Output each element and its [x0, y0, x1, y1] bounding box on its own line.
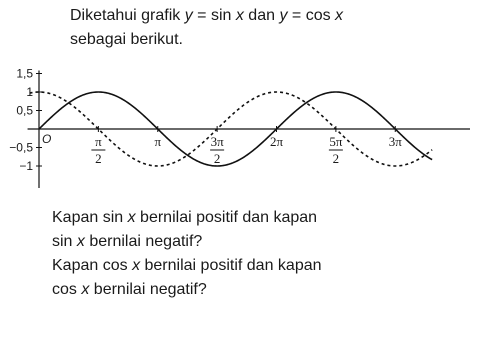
intro-conjunction: dan [243, 7, 280, 24]
questions-text [52, 206, 472, 302]
x-tick-label: 2π [269, 134, 284, 149]
q3-end: bernilai positif dan kapan [140, 257, 322, 274]
x-tick-label-denominator: 2 [95, 151, 102, 166]
question-line-1 [52, 206, 472, 230]
y-tick-label: −0,5 [9, 140, 33, 155]
question-line-3 [52, 254, 472, 278]
q1-start: Kapan sin [52, 209, 128, 226]
eq1-argument: x [235, 7, 244, 24]
eq1-function: = sin [192, 7, 236, 24]
chart-axes [28, 71, 470, 189]
q3-var: x [132, 257, 141, 274]
q4-var: x [81, 281, 90, 298]
x-tick-label-numerator: 5π [329, 134, 343, 149]
q1-var: x [127, 209, 136, 226]
x-tick-label-numerator: π [95, 134, 102, 149]
q2-start: sin [52, 233, 77, 250]
q2-end: bernilai negatif? [84, 233, 203, 250]
y-tick-label: 1 [26, 85, 33, 99]
chart-ticks [9, 67, 402, 174]
eq2-variable: y [279, 7, 288, 24]
x-tick-label-numerator: 3π [210, 134, 224, 149]
q4-end: bernilai negatif? [89, 281, 207, 298]
intro-prefix: Diketahui grafik [70, 7, 185, 24]
y-tick-label: 1,5 [16, 66, 33, 81]
question-line-2 [52, 230, 472, 254]
eq2-function: = cos [287, 7, 336, 24]
y-tick-label: −1 [19, 159, 33, 173]
q3-start: Kapan cos [52, 257, 133, 274]
q4-start: cos [52, 281, 82, 298]
origin-label: O [42, 132, 52, 146]
question-line-4 [52, 278, 472, 302]
y-tick-label: 0,5 [16, 103, 33, 118]
q1-end: bernilai positif dan kapan [135, 209, 318, 226]
q2-var: x [76, 233, 85, 250]
intro-line-2: sebagai berikut. [70, 31, 183, 48]
x-tick-label-denominator: 2 [213, 151, 221, 166]
eq2-argument: x [335, 7, 344, 24]
eq1-variable: y [184, 7, 193, 24]
x-tick-label: π [154, 134, 162, 149]
x-tick-label-denominator: 2 [332, 151, 340, 166]
x-tick-label: 3π [388, 134, 402, 149]
